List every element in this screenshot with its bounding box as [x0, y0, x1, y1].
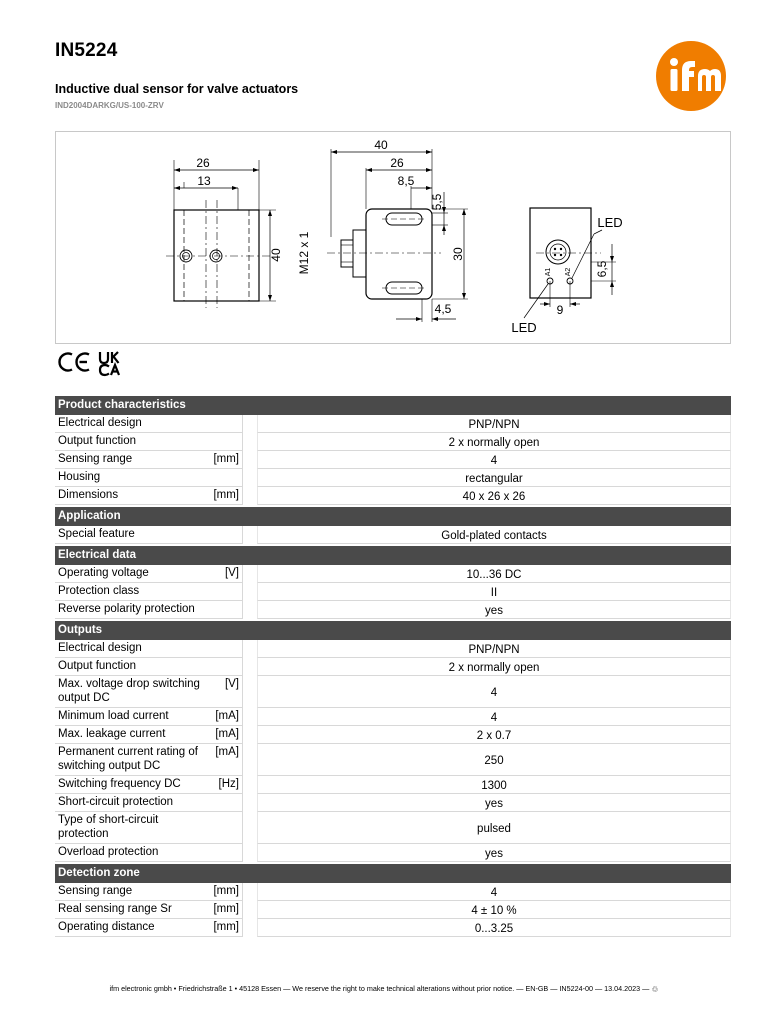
spec-gap — [243, 658, 257, 676]
spec-row — [55, 433, 731, 451]
spec-row — [55, 565, 731, 583]
ce-mark-icon — [60, 354, 90, 371]
spec-row — [55, 469, 731, 487]
spec-unit: [mm] — [209, 451, 243, 469]
spec-unit: [mm] — [209, 901, 243, 919]
spec-row — [55, 451, 731, 469]
spec-unit — [209, 469, 243, 487]
spec-gap — [243, 601, 257, 619]
spec-value: 4 — [257, 883, 731, 901]
spec-label: Short-circuit protection — [55, 794, 209, 812]
spec-label: Special feature — [55, 526, 209, 544]
spec-unit: [mA] — [209, 708, 243, 726]
dim-label: 8,5 — [397, 174, 415, 188]
spec-label: Sensing range — [55, 451, 209, 469]
spec-value: PNP/NPN — [257, 415, 731, 433]
product-title: IN5224 — [55, 40, 118, 61]
section-header: Application — [55, 507, 731, 526]
spec-row — [55, 415, 731, 433]
spec-value: 2 x 0.7 — [257, 726, 731, 744]
pin-label: A1 — [545, 267, 552, 277]
dim-label: 6,5 — [595, 260, 609, 278]
spec-label: Housing — [55, 469, 209, 487]
article-code: IND2004DARKG/US-100-ZRV — [55, 101, 164, 110]
spec-value: 250 — [257, 744, 731, 776]
spec-unit — [209, 583, 243, 601]
spec-value: 1300 — [257, 776, 731, 794]
dim-label: 40 — [374, 138, 388, 152]
spec-label: Sensing range — [55, 883, 209, 901]
spec-label: Overload protection — [55, 844, 209, 862]
spec-unit: [Hz] — [209, 776, 243, 794]
spec-row — [55, 812, 731, 844]
spec-value: 40 x 26 x 26 — [257, 487, 731, 505]
spec-row — [55, 919, 731, 937]
dim-label: 4,5 — [434, 302, 452, 316]
spec-value: II — [257, 583, 731, 601]
spec-unit: [V] — [209, 676, 243, 708]
led-label: LED — [597, 215, 623, 230]
spec-row — [55, 776, 731, 794]
spec-gap — [243, 708, 257, 726]
spec-gap — [243, 776, 257, 794]
spec-unit: [V] — [209, 565, 243, 583]
spec-unit — [209, 794, 243, 812]
spec-label: Max. leakage current — [55, 726, 209, 744]
dim-label: 5,5 — [430, 193, 444, 211]
pin-label: A2 — [565, 267, 572, 277]
dim-label: 9 — [556, 303, 564, 317]
spec-gap — [243, 640, 257, 658]
product-subtitle: Inductive dual sensor for valve actuators — [55, 82, 299, 96]
recycle-icon: ♲ — [651, 985, 659, 994]
spec-unit — [209, 601, 243, 619]
spec-gap — [243, 919, 257, 937]
spec-value: yes — [257, 844, 731, 862]
dim-label: 30 — [451, 247, 465, 261]
spec-unit — [209, 526, 243, 544]
spec-row — [55, 487, 731, 505]
spec-label: Reverse polarity protection — [55, 601, 209, 619]
spec-gap — [243, 451, 257, 469]
spec-value: PNP/NPN — [257, 640, 731, 658]
spec-value: 4 — [257, 676, 731, 708]
spec-gap — [243, 726, 257, 744]
spec-gap — [243, 583, 257, 601]
spec-value: yes — [257, 794, 731, 812]
spec-value: 2 x normally open — [257, 433, 731, 451]
section-header: Detection zone — [55, 864, 731, 883]
spec-label: Minimum load current — [55, 708, 209, 726]
spec-value: 4 ± 10 % — [257, 901, 731, 919]
spec-row — [55, 708, 731, 726]
spec-gap — [243, 487, 257, 505]
certification-marks — [58, 350, 128, 378]
spec-unit: [mA] — [209, 744, 243, 776]
spec-row — [55, 583, 731, 601]
spec-value: Gold-plated contacts — [257, 526, 731, 544]
spec-gap — [243, 744, 257, 776]
spec-row — [55, 901, 731, 919]
spec-gap — [243, 469, 257, 487]
spec-value: pulsed — [257, 812, 731, 844]
spec-value: 10...36 DC — [257, 565, 731, 583]
spec-label: Max. voltage drop switching output DC — [55, 676, 209, 708]
spec-label: Protection class — [55, 583, 209, 601]
rear-view — [511, 208, 622, 335]
spec-unit — [209, 844, 243, 862]
spec-value: 0...3.25 — [257, 919, 731, 937]
ifm-logo — [654, 40, 728, 112]
spec-gap — [243, 676, 257, 708]
spec-gap — [243, 812, 257, 844]
spec-gap — [243, 794, 257, 812]
front-view — [166, 156, 283, 308]
spec-label: Output function — [55, 433, 209, 451]
spec-gap — [243, 883, 257, 901]
spec-label: Switching frequency DC — [55, 776, 209, 794]
spec-value: rectangular — [257, 469, 731, 487]
spec-gap — [243, 415, 257, 433]
spec-gap — [243, 844, 257, 862]
spec-table — [55, 396, 731, 937]
spec-label: Operating distance — [55, 919, 209, 937]
spec-gap — [243, 433, 257, 451]
dimension-drawing — [55, 131, 731, 344]
spec-unit — [209, 640, 243, 658]
spec-unit — [209, 812, 243, 844]
spec-label: Real sensing range Sr — [55, 901, 209, 919]
spec-unit: [mm] — [209, 883, 243, 901]
spec-label: Electrical design — [55, 415, 209, 433]
spec-label: Permanent current rating of switching output DC — [55, 744, 209, 776]
spec-value: 4 — [257, 451, 731, 469]
spec-label: Dimensions — [55, 487, 209, 505]
spec-value: 2 x normally open — [257, 658, 731, 676]
spec-unit: [mm] — [209, 487, 243, 505]
spec-label: Type of short-circuit protection — [55, 812, 209, 844]
side-view — [297, 138, 468, 322]
spec-unit: [mm] — [209, 919, 243, 937]
dim-label: 40 — [269, 248, 283, 262]
spec-row — [55, 640, 731, 658]
spec-row — [55, 744, 731, 776]
spec-row — [55, 526, 731, 544]
spec-gap — [243, 565, 257, 583]
section-header: Product characteristics — [55, 396, 731, 415]
spec-unit — [209, 433, 243, 451]
dim-label: 13 — [197, 174, 211, 188]
dim-label: M12 x 1 — [297, 231, 311, 275]
ukca-mark-icon — [100, 352, 119, 375]
spec-row — [55, 676, 731, 708]
spec-row — [55, 658, 731, 676]
spec-gap — [243, 526, 257, 544]
section-header: Electrical data — [55, 546, 731, 565]
spec-label: Electrical design — [55, 640, 209, 658]
dim-label: 26 — [196, 156, 210, 170]
spec-value: 4 — [257, 708, 731, 726]
spec-row — [55, 794, 731, 812]
spec-row — [55, 844, 731, 862]
spec-row — [55, 883, 731, 901]
page-footer — [0, 984, 768, 994]
footer-text: ifm electronic gmbh • Friedrichstraße 1 • 45128 Essen — We reserve the right to make technical alterations without prior notice. — EN-GB — IN5224-00 — 13.04.2023 — — [109, 984, 650, 993]
spec-value: yes — [257, 601, 731, 619]
spec-gap — [243, 901, 257, 919]
dim-label: 26 — [390, 156, 404, 170]
spec-label: Operating voltage — [55, 565, 209, 583]
spec-unit — [209, 415, 243, 433]
spec-row — [55, 726, 731, 744]
led-label: LED — [511, 320, 537, 335]
spec-unit — [209, 658, 243, 676]
spec-unit: [mA] — [209, 726, 243, 744]
section-header: Outputs — [55, 621, 731, 640]
spec-label: Output function — [55, 658, 209, 676]
spec-row — [55, 601, 731, 619]
